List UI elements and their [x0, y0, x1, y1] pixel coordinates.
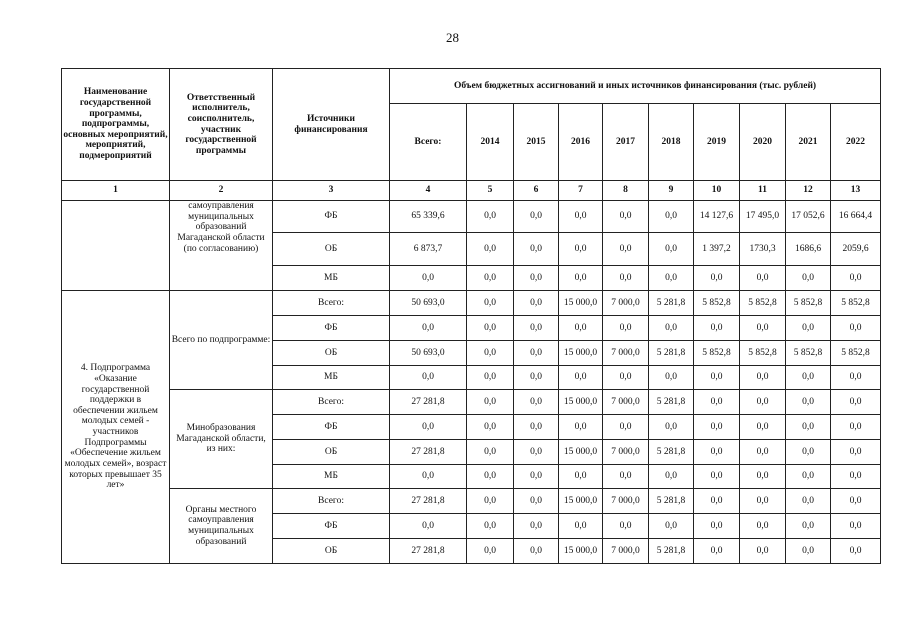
value-cell: 0,0	[514, 366, 559, 390]
budget-table	[61, 68, 881, 564]
header-year: 2020	[740, 104, 786, 181]
executor-cell: Всего по подпрограмме:	[170, 291, 273, 390]
source-cell: Всего:	[273, 489, 390, 514]
value-cell: 0,0	[694, 465, 740, 489]
value-cell: 0,0	[514, 415, 559, 440]
value-cell: 0,0	[467, 316, 514, 341]
value-cell: 0,0	[467, 341, 514, 366]
value-cell: 27 281,8	[390, 489, 467, 514]
column-index: 4	[390, 181, 467, 201]
column-index: 13	[831, 181, 881, 201]
value-cell: 0,0	[831, 415, 881, 440]
value-cell: 0,0	[467, 266, 514, 291]
value-cell: 0,0	[694, 266, 740, 291]
value-cell: 0,0	[694, 489, 740, 514]
value-cell: 0,0	[514, 341, 559, 366]
value-cell: 15 000,0	[559, 539, 603, 564]
value-cell: 5 281,8	[649, 489, 694, 514]
value-cell: 14 127,6	[694, 201, 740, 233]
value-cell: 7 000,0	[603, 291, 649, 316]
value-cell: 27 281,8	[390, 539, 467, 564]
value-cell: 0,0	[514, 266, 559, 291]
value-cell: 0,0	[649, 366, 694, 390]
value-cell: 0,0	[559, 266, 603, 291]
column-index: 7	[559, 181, 603, 201]
column-index: 8	[603, 181, 649, 201]
value-cell: 0,0	[514, 489, 559, 514]
value-cell: 0,0	[649, 465, 694, 489]
column-index: 5	[467, 181, 514, 201]
value-cell: 0,0	[390, 316, 467, 341]
value-cell: 0,0	[694, 390, 740, 415]
column-index: 11	[740, 181, 786, 201]
source-cell: МБ	[273, 266, 390, 291]
value-cell: 5 852,8	[740, 341, 786, 366]
value-cell: 15 000,0	[559, 341, 603, 366]
value-cell: 15 000,0	[559, 390, 603, 415]
header-row	[62, 69, 881, 104]
value-cell: 0,0	[603, 233, 649, 266]
value-cell: 0,0	[649, 316, 694, 341]
value-cell: 0,0	[831, 366, 881, 390]
header-responsible-executor: Ответственный исполнитель, соисполнитель, участник государственной программы	[170, 69, 273, 181]
value-cell: 0,0	[786, 316, 831, 341]
value-cell: 0,0	[559, 465, 603, 489]
value-cell: 0,0	[649, 415, 694, 440]
value-cell: 0,0	[603, 201, 649, 233]
value-cell: 0,0	[390, 514, 467, 539]
executor-cell: Минобразования Магаданской области, из них:	[170, 390, 273, 489]
value-cell: 0,0	[786, 465, 831, 489]
header-year: 2017	[603, 104, 649, 181]
value-cell: 15 000,0	[559, 440, 603, 465]
value-cell: 0,0	[603, 316, 649, 341]
value-cell: 17 495,0	[740, 201, 786, 233]
value-cell: 0,0	[559, 415, 603, 440]
value-cell: 0,0	[740, 316, 786, 341]
value-cell: 1730,3	[740, 233, 786, 266]
value-cell: 0,0	[603, 415, 649, 440]
value-cell: 0,0	[514, 465, 559, 489]
table-row	[62, 201, 881, 233]
value-cell: 0,0	[694, 514, 740, 539]
value-cell: 65 339,6	[390, 201, 467, 233]
value-cell: 27 281,8	[390, 440, 467, 465]
value-cell: 7 000,0	[603, 390, 649, 415]
value-cell: 0,0	[514, 291, 559, 316]
column-index: 12	[786, 181, 831, 201]
value-cell: 0,0	[786, 366, 831, 390]
value-cell: 0,0	[559, 233, 603, 266]
value-cell: 0,0	[514, 390, 559, 415]
header-funding-volume: Объем бюджетных ассигнований и иных источников финансирования (тыс. рублей)	[390, 69, 881, 104]
value-cell: 0,0	[694, 440, 740, 465]
header-year: 2019	[694, 104, 740, 181]
header-year: 2015	[514, 104, 559, 181]
value-cell: 27 281,8	[390, 390, 467, 415]
value-cell: 50 693,0	[390, 341, 467, 366]
value-cell: 5 852,8	[740, 291, 786, 316]
source-cell: ОБ	[273, 440, 390, 465]
value-cell: 0,0	[694, 366, 740, 390]
value-cell: 5 852,8	[786, 341, 831, 366]
column-index: 10	[694, 181, 740, 201]
value-cell: 0,0	[390, 415, 467, 440]
column-index: 9	[649, 181, 694, 201]
value-cell: 0,0	[786, 489, 831, 514]
value-cell: 0,0	[740, 266, 786, 291]
value-cell: 5 281,8	[649, 440, 694, 465]
value-cell: 0,0	[514, 233, 559, 266]
value-cell: 7 000,0	[603, 539, 649, 564]
value-cell: 0,0	[467, 489, 514, 514]
executor-cell: Органы местного самоуправления муниципальных образований	[170, 489, 273, 564]
value-cell: 0,0	[514, 440, 559, 465]
header-year: 2016	[559, 104, 603, 181]
value-cell: 0,0	[694, 415, 740, 440]
source-cell: ФБ	[273, 415, 390, 440]
value-cell: 0,0	[831, 514, 881, 539]
source-cell: ФБ	[273, 514, 390, 539]
source-cell: ОБ	[273, 539, 390, 564]
value-cell: 0,0	[514, 539, 559, 564]
source-cell: МБ	[273, 366, 390, 390]
value-cell: 0,0	[740, 489, 786, 514]
value-cell: 0,0	[559, 366, 603, 390]
subprogram-name-cell: 4. Подпрограмма «Оказание государственной поддержки в обеспечении жильем молодых семей - участников Подпрограммы «Обеспечение жильем молодых семей», возраст которых превышает 35 лет»	[62, 291, 170, 564]
value-cell: 0,0	[831, 465, 881, 489]
value-cell: 0,0	[467, 415, 514, 440]
value-cell: 15 000,0	[559, 291, 603, 316]
value-cell: 5 852,8	[831, 341, 881, 366]
value-cell: 6 873,7	[390, 233, 467, 266]
value-cell: 5 852,8	[694, 291, 740, 316]
table-row	[62, 390, 881, 415]
value-cell: 0,0	[694, 316, 740, 341]
source-cell: Всего:	[273, 390, 390, 415]
value-cell: 0,0	[603, 266, 649, 291]
column-index: 6	[514, 181, 559, 201]
column-index: 2	[170, 181, 273, 201]
value-cell: 0,0	[786, 266, 831, 291]
source-cell: Всего:	[273, 291, 390, 316]
value-cell: 0,0	[740, 366, 786, 390]
column-index: 1	[62, 181, 170, 201]
value-cell: 0,0	[514, 514, 559, 539]
table-row	[62, 291, 881, 316]
value-cell: 0,0	[740, 514, 786, 539]
header-year: 2022	[831, 104, 881, 181]
value-cell: 1686,6	[786, 233, 831, 266]
value-cell: 0,0	[467, 233, 514, 266]
header-year: 2014	[467, 104, 514, 181]
value-cell: 0,0	[649, 514, 694, 539]
value-cell: 5 281,8	[649, 291, 694, 316]
value-cell: 5 281,8	[649, 539, 694, 564]
value-cell: 17 052,6	[786, 201, 831, 233]
source-cell: ОБ	[273, 233, 390, 266]
value-cell: 0,0	[467, 539, 514, 564]
source-cell: ФБ	[273, 201, 390, 233]
page-number: 28	[446, 30, 459, 45]
value-cell: 0,0	[467, 291, 514, 316]
executor-cell: самоуправления муниципальных образований Магаданской области (по согласованию)	[170, 201, 273, 291]
value-cell: 0,0	[467, 440, 514, 465]
table-row	[62, 489, 881, 514]
value-cell: 1 397,2	[694, 233, 740, 266]
header-year: 2021	[786, 104, 831, 181]
value-cell: 2059,6	[831, 233, 881, 266]
value-cell: 0,0	[694, 539, 740, 564]
value-cell: 0,0	[467, 366, 514, 390]
value-cell: 0,0	[740, 539, 786, 564]
value-cell: 7 000,0	[603, 489, 649, 514]
value-cell: 0,0	[831, 316, 881, 341]
header-year: 2018	[649, 104, 694, 181]
value-cell: 0,0	[786, 539, 831, 564]
value-cell: 0,0	[740, 465, 786, 489]
value-cell: 0,0	[467, 514, 514, 539]
value-cell: 5 281,8	[649, 341, 694, 366]
source-cell: МБ	[273, 465, 390, 489]
value-cell: 0,0	[603, 465, 649, 489]
header-program-name: Наименование государственной программы, подпрограммы, основных мероприятий, мероприятий, подмероприятий	[62, 69, 170, 181]
value-cell: 0,0	[467, 201, 514, 233]
value-cell: 5 852,8	[831, 291, 881, 316]
program-name-cell	[62, 201, 170, 291]
value-cell: 5 852,8	[786, 291, 831, 316]
value-cell: 0,0	[831, 440, 881, 465]
source-cell: ФБ	[273, 316, 390, 341]
value-cell: 50 693,0	[390, 291, 467, 316]
value-cell: 0,0	[467, 465, 514, 489]
column-index: 3	[273, 181, 390, 201]
source-cell: ОБ	[273, 341, 390, 366]
value-cell: 0,0	[559, 201, 603, 233]
value-cell: 0,0	[467, 390, 514, 415]
value-cell: 16 664,4	[831, 201, 881, 233]
value-cell: 0,0	[649, 201, 694, 233]
value-cell: 0,0	[649, 233, 694, 266]
value-cell: 0,0	[740, 440, 786, 465]
value-cell: 0,0	[786, 390, 831, 415]
header-funding-sources: Источники финансирования	[273, 69, 390, 181]
value-cell: 0,0	[390, 366, 467, 390]
column-index-row	[62, 181, 881, 201]
value-cell: 0,0	[559, 316, 603, 341]
header-total: Всего:	[390, 104, 467, 181]
value-cell: 0,0	[514, 201, 559, 233]
value-cell: 5 281,8	[649, 390, 694, 415]
value-cell: 0,0	[786, 440, 831, 465]
value-cell: 0,0	[390, 266, 467, 291]
value-cell: 7 000,0	[603, 341, 649, 366]
value-cell: 0,0	[786, 415, 831, 440]
value-cell: 15 000,0	[559, 489, 603, 514]
value-cell: 0,0	[559, 514, 603, 539]
value-cell: 0,0	[603, 366, 649, 390]
value-cell: 0,0	[514, 316, 559, 341]
value-cell: 0,0	[740, 390, 786, 415]
value-cell: 0,0	[390, 465, 467, 489]
value-cell: 0,0	[649, 266, 694, 291]
value-cell: 0,0	[831, 266, 881, 291]
value-cell: 0,0	[831, 539, 881, 564]
value-cell: 5 852,8	[694, 341, 740, 366]
value-cell: 0,0	[831, 390, 881, 415]
value-cell: 0,0	[603, 514, 649, 539]
value-cell: 0,0	[740, 415, 786, 440]
value-cell: 7 000,0	[603, 440, 649, 465]
value-cell: 0,0	[831, 489, 881, 514]
value-cell: 0,0	[786, 514, 831, 539]
